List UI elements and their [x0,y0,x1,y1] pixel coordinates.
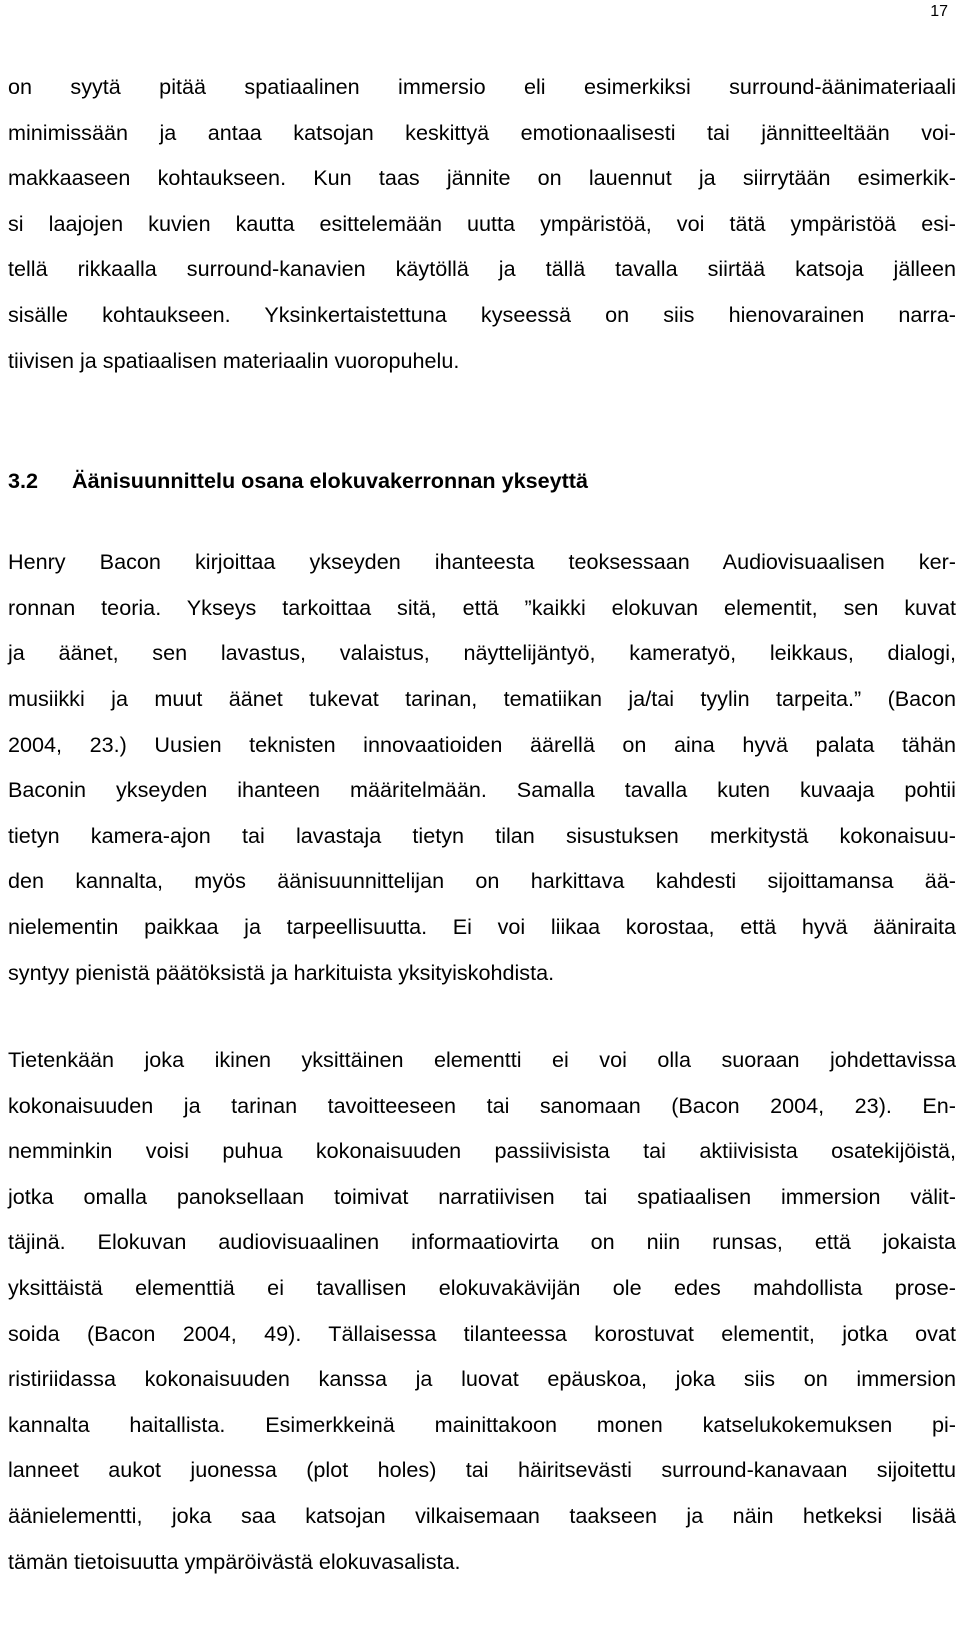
page-number: 17 [930,3,948,20]
paragraph-line: Baconin ykseyden ihanteen määritelmään. Samalla tavalla kuten kuvaaja pohtii [8,777,956,803]
paragraph-line: jotka omalla panoksellaan toimivat narratiivisen tai spatiaalisen immersion välit- [8,1183,956,1209]
paragraph-line: den kannalta, myös äänisuunnittelijan on harkittava kahdesti sijoittamansa ää- [8,868,956,894]
section-heading [8,467,956,495]
page-body [8,64,956,1584]
paragraph-line: yksittäistä elementtiä ei tavallisen elokuvakävijän ole edes mahdollista prose- [8,1275,956,1301]
section-number: 3.2 [8,468,39,494]
paragraph-line: sisälle kohtaukseen. Yksinkertaistettuna kyseessä on siis hienovarainen narra- [8,301,956,327]
paragraph-3 [8,1037,956,1584]
paragraph-line: äänielementti, joka saa katsojan vilkaisemaan taakseen ja näin hetkeksi lisää [8,1503,956,1529]
paragraph-line: ronnan teoria. Ykseys tarkoittaa sitä, että ”kaikki elokuvan elementit, sen kuvat [8,594,956,620]
paragraph-line: Tietenkään joka ikinen yksittäinen elementti ei voi olla suoraan johdettavissa [8,1047,956,1073]
paragraph-line: 2004, 23.) Uusien teknisten innovaatioiden äärellä on aina hyvä palata tähän [8,731,956,757]
section-title: Äänisuunnittelu osana elokuvakerronnan ykseyttä [72,468,589,494]
paragraph-line: nemminkin voisi puhua kokonaisuuden passiivisista tai aktiivisista osatekijöistä, [8,1138,956,1164]
paragraph-1 [8,64,956,383]
paragraph-line: tietyn kamera-ajon tai lavastaja tietyn tilan sisustuksen merkitystä kokonaisuu- [8,822,956,848]
paragraph-line: nielementin paikkaa ja tarpeellisuutta. Ei voi liikaa korostaa, että hyvä ääniraita [8,913,956,939]
paragraph-line: Henry Bacon kirjoittaa ykseyden ihanteesta teoksessaan Audiovisuaalisen ker- [8,549,956,575]
paragraph-line: soida (Bacon 2004, 49). Tällaisessa tilanteessa korostuvat elementit, jotka ovat [8,1320,956,1346]
paragraph-line: minimissään ja antaa katsojan keskittyä emotionaalisesti tai jännitteeltään voi- [8,119,956,145]
paragraph-line: musiikki ja muut äänet tukevat tarinan, tematiikan ja/tai tyylin tarpeita.” (Bacon [8,685,956,711]
paragraph-line: lanneet aukot juonessa (plot holes) tai häiritsevästi surround-kanavaan sijoitettu [8,1457,956,1483]
paragraph-line: kannalta haitallista. Esimerkkeinä mainittakoon monen katselukokemuksen pi- [8,1411,956,1437]
paragraph-line: on syytä pitää spatiaalinen immersio eli esimerkiksi surround-äänimateriaali [8,74,956,99]
paragraph-line: kokonaisuuden ja tarinan tavoitteeseen tai sanomaan (Bacon 2004, 23). En- [8,1092,956,1118]
paragraph-line: tellä rikkaalla surround-kanavien käytöllä ja tällä tavalla siirtää katsoja jälleen [8,256,956,282]
paragraph-line: syntyy pienistä päätöksistä ja harkituista yksityiskohdista. [8,959,555,985]
paragraph-line: täjinä. Elokuvan audiovisuaalinen informaatiovirta on niin runsas, että jokaista [8,1229,956,1255]
paragraph-line: makkaaseen kohtaukseen. Kun taas jännite on lauennut ja siirrytään esimerkik- [8,165,956,191]
paragraph-line: ristiriidassa kokonaisuuden kanssa ja luovat epäuskoa, joka siis on immersion [8,1366,956,1392]
paragraph-line: tiivisen ja spatiaalisen materiaalin vuoropuhelu. [8,347,460,373]
paragraph-2 [8,539,956,995]
paragraph-line: si laajojen kuvien kautta esittelemään uutta ympäristöä, voi tätä ympäristöä esi- [8,210,956,236]
paragraph-line: tämän tietoisuutta ympäröivästä elokuvasalista. [8,1548,461,1574]
paragraph-line: ja äänet, sen lavastus, valaistus, näyttelijäntyö, kameratyö, leikkaus, dialogi, [8,640,956,666]
